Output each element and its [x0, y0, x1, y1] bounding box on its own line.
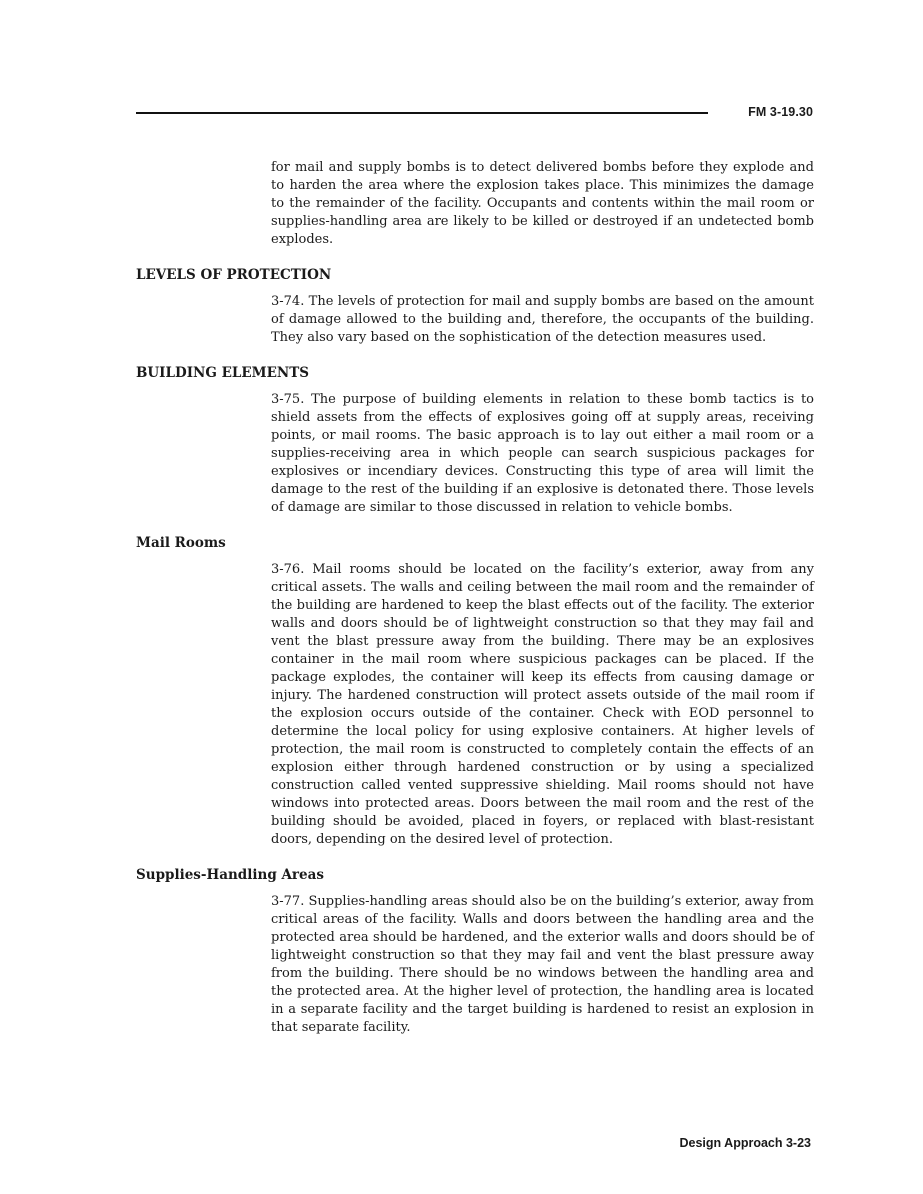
paragraph-3-74: 3-74. The levels of protection for mail and supply bombs are based on the amount of damage allowed to the building and, therefore, the occupants of the building. They also vary based on the sophistication of the detection measures used.: [271, 294, 814, 345]
heading-mail-rooms: Mail Rooms: [136, 535, 226, 551]
heading-building-elements: BUILDING ELEMENTS: [136, 365, 310, 381]
page-body: [136, 159, 814, 1037]
paragraph-3-77: 3-77. Supplies-handling areas should also be on the building’s exterior, away from critical areas of the facility. Walls and doors between the handling area and the protected area should be hardened, and the exterior walls and doors should be of lightweight construction so that they may fail and vent the blast pressure away from the building. There should be no windows between the handling area and the protected area. At the higher level of protection, the handling area is located in a separate facility and the target building is hardened to resist an explosion in that separate facility.: [271, 894, 814, 1035]
intro-paragraph: for mail and supply bombs is to detect delivered bombs before they explode and to harden the area where the explosion takes place. This minimizes the damage to the remainder of the facility. Occupants and contents within the mail room or supplies-handling area are likely to be killed or destroyed if an undetected bomb explodes.: [271, 160, 814, 247]
heading-supplies-handling-areas: Supplies-Handling Areas: [136, 867, 324, 883]
header-rule: [136, 112, 708, 114]
paragraph-3-76: 3-76. Mail rooms should be located on the facility’s exterior, away from any critical assets. The walls and ceiling between the mail room and the remainder of the building are hardened to keep the blast effects out of the facility. The exterior walls and doors should be of lightweight construction so that they may fail and vent the blast pressure away from the building. There may be an explosives container in the mail room where suspicious packages can be placed. If the package explodes, the container will keep its effects from causing damage or injury. The hardened construction will protect assets outside of the mail room if the explosion occurs outside of the container. Check with EOD personnel to determine the local policy for using explosive containers. At higher levels of protection, the mail room is constructed to completely contain the effects of an explosion either through hardened construction or by using a specialized construction called vented suppressive shielding. Mail rooms should not have windows into protected areas. Doors between the mail room and the rest of the building should be avoided, placed in foyers, or replaced with blast-resistant doors, depending on the desired level of protection.: [271, 562, 814, 847]
running-head: FM 3-19.30: [748, 105, 813, 119]
heading-levels-of-protection: LEVELS OF PROTECTION: [136, 267, 332, 283]
paragraph-3-75: 3-75. The purpose of building elements in relation to these bomb tactics is to shield assets from the effects of explosives going off at supply areas, receiving points, or mail rooms. The basic approach is to lay out either a mail room or a supplies-receiving area in which people can search suspicious packages for explosives or incendiary devices. Constructing this type of area will limit the damage to the rest of the building if an explosive is detonated there. Those levels of damage are similar to those discussed in relation to vehicle bombs.: [271, 392, 814, 515]
page-footer: Design Approach 3-23: [679, 1136, 811, 1150]
